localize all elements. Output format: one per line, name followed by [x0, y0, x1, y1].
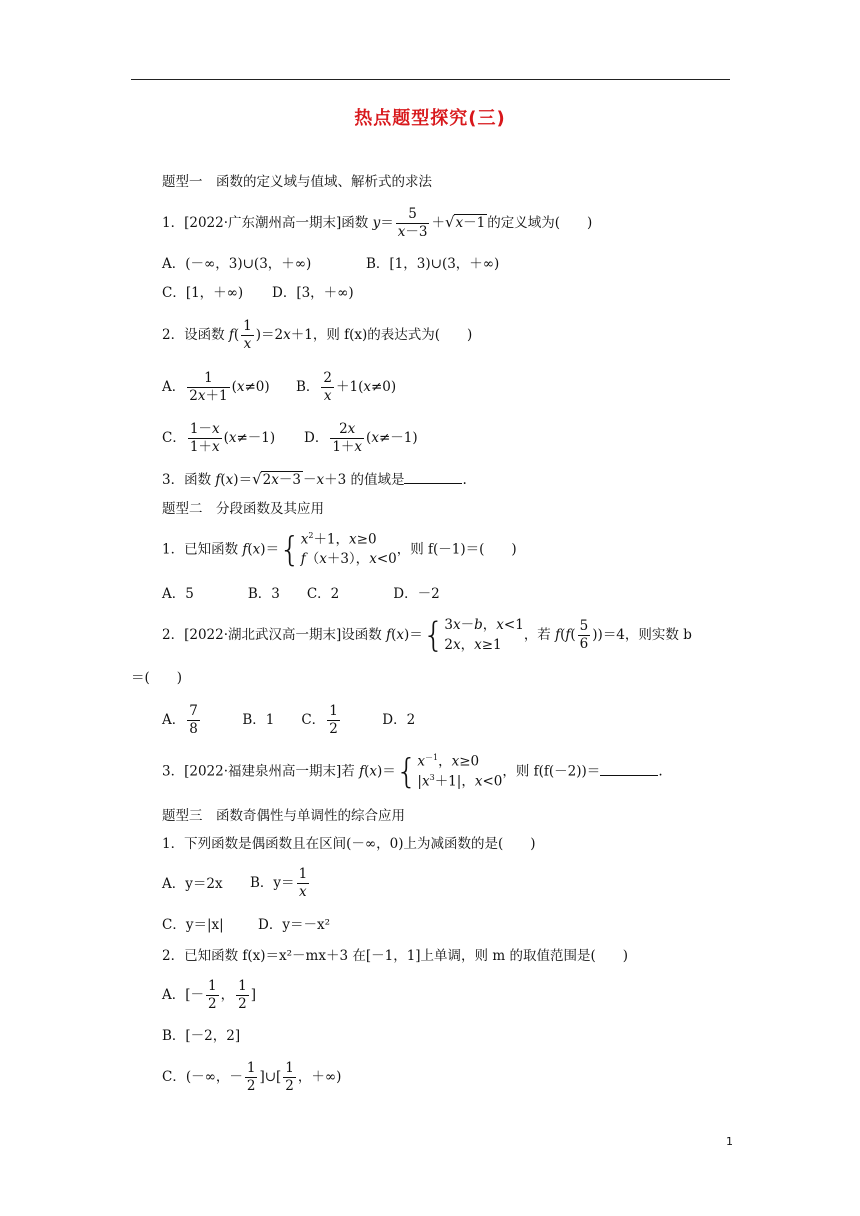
s2-q2-mid: ，若: [523, 627, 551, 644]
s1-q1-suffix: 的定义域为( ): [487, 214, 593, 231]
fraction: $\frac{5}{x-3}$: [397, 206, 428, 240]
s1-q1-option-d: D．[3，＋∞): [272, 285, 354, 301]
s1-q1-option-c: C．[1，＋∞): [162, 285, 244, 301]
s2-q2-continuation: ＝( ): [131, 670, 183, 686]
s3-q2-option-c-prefix: C．(－∞，－: [162, 1068, 243, 1085]
s1-q3-suffix: 的值域是: [350, 472, 405, 488]
s3-q2-option-b: B．[－2，2]: [162, 1028, 241, 1044]
s2-q2-suffix: ＝4，则实数 b: [602, 627, 692, 644]
s3-q2-option-a: A．[－ $\frac{1}{2}$ ， $\frac{1}{2}$ ]: [162, 978, 256, 1012]
answer-blank[interactable]: [600, 765, 658, 776]
s1-q2-option-c: C． $\frac{1-x}{1+x}$ (x≠－1): [162, 421, 276, 455]
section-3-heading: 题型三 函数奇偶性与单调性的综合应用: [162, 808, 405, 824]
header-rule: [131, 79, 730, 80]
s1-q2-suffix: ，则 f(x)的表达式为( ): [312, 326, 473, 343]
page-title: 热点题型探究(三): [354, 108, 506, 129]
s2-q2-options: A． $\frac{7}{8}$ B．1 C． $\frac{1}{2}$ D．2: [162, 703, 416, 737]
fraction: $\frac{1}{x}$: [243, 318, 252, 352]
s1-q3-prefix: 3．函数: [162, 472, 212, 488]
s3-question-1: 1．下列函数是偶函数且在区间(－∞，0)上为减函数的是( ): [162, 836, 536, 852]
s1-q1-option-a: A．(－∞，3)∪(3，＋∞): [162, 256, 312, 272]
s2-q1-options: A．5 B．3 C．2 D．－2: [162, 586, 440, 602]
s3-question-2: 2．已知函数 f(x)＝x²－mx＋3 在[－1，1]上单调，则 m 的取值范围是( ): [162, 948, 628, 964]
s3-q1-option-d: D．y＝－x²: [258, 917, 330, 933]
s3-q1-option-c: C．y＝|x|: [162, 917, 224, 933]
s3-q1-option-a: A．y＝2x: [162, 876, 223, 892]
s2-question-1: 1．已知函数 f(x)＝{ $x^2+1$，x≥0 f（x＋3），x<0 ，则 f(－1)＝( ): [162, 529, 517, 570]
s1-question-3: 3．函数 f(x)＝√2x－3 －x＋3 的值域是 .: [162, 470, 467, 488]
s2-question-3: 3．[2022·福建泉州高一期末]若 f(x)＝{ $x^{-1}$，x≥0 $|x^3+1|$，x<0 ，则 f(f(－2))＝ .: [162, 752, 663, 793]
s1-q2-option-d: D． $\frac{2x}{1+x}$ (x≠－1): [304, 421, 418, 455]
s1-question-2: 2．设函数 f( $\frac{1}{x}$ )＝2x＋1，则 f(x)的表达式为( ): [162, 318, 473, 352]
s2-question-2: 2．[2022·湖北武汉高一期末]设函数 f(x)＝{ 3x－b，x<1 2x，x≥1 ，若 f(f( $\frac{5}{6}$ ))＝4，则实数 b: [162, 615, 692, 656]
answer-blank[interactable]: [404, 473, 462, 484]
s1-question-1: 1．[2022·广东潮州高一期末]函数 y＝ $\frac{5}{x-3}$ ＋√x－1 的定义域为( ): [162, 206, 593, 240]
s2-q1-suffix: ，则 f(－1)＝( ): [396, 541, 517, 558]
s2-q2-prefix: 2．[2022·湖北武汉高一期末]设函数: [162, 627, 382, 644]
s3-q2-option-c: C．(－∞，－ $\frac{1}{2}$ ]∪[ $\frac{1}{2}$ ，＋∞): [162, 1060, 342, 1094]
s1-q1-prefix: 1．[2022·广东潮州高一期末]函数: [162, 214, 369, 231]
page-number: 1: [726, 1135, 733, 1148]
s3-q2-option-a-prefix: A．[－: [162, 986, 205, 1003]
s1-q2-option-a: A． $\frac{1}{2x+1}$ (x≠0): [162, 370, 270, 404]
s3-q1-option-b-prefix: B．y＝: [250, 874, 295, 891]
s3-q1-option-b: B．y＝ $\frac{1}{x}$: [250, 866, 308, 900]
s1-q2-prefix: 2．设函数: [162, 326, 225, 343]
section-2-heading: 题型二 分段函数及其应用: [162, 501, 324, 517]
section-1-heading: 题型一 函数的定义域与值域、解析式的求法: [162, 174, 432, 190]
s1-q1-option-b: B．[1，3)∪(3，＋∞): [366, 256, 500, 272]
s1-q2-option-b: B． $\frac{2}{x}$ ＋1(x≠0): [296, 370, 397, 404]
s2-q3-suffix: ，则 f(f(－2))＝: [502, 763, 601, 780]
s2-q1-prefix: 1．已知函数: [162, 541, 239, 558]
s2-q3-prefix: 3．[2022·福建泉州高一期末]若: [162, 763, 355, 780]
